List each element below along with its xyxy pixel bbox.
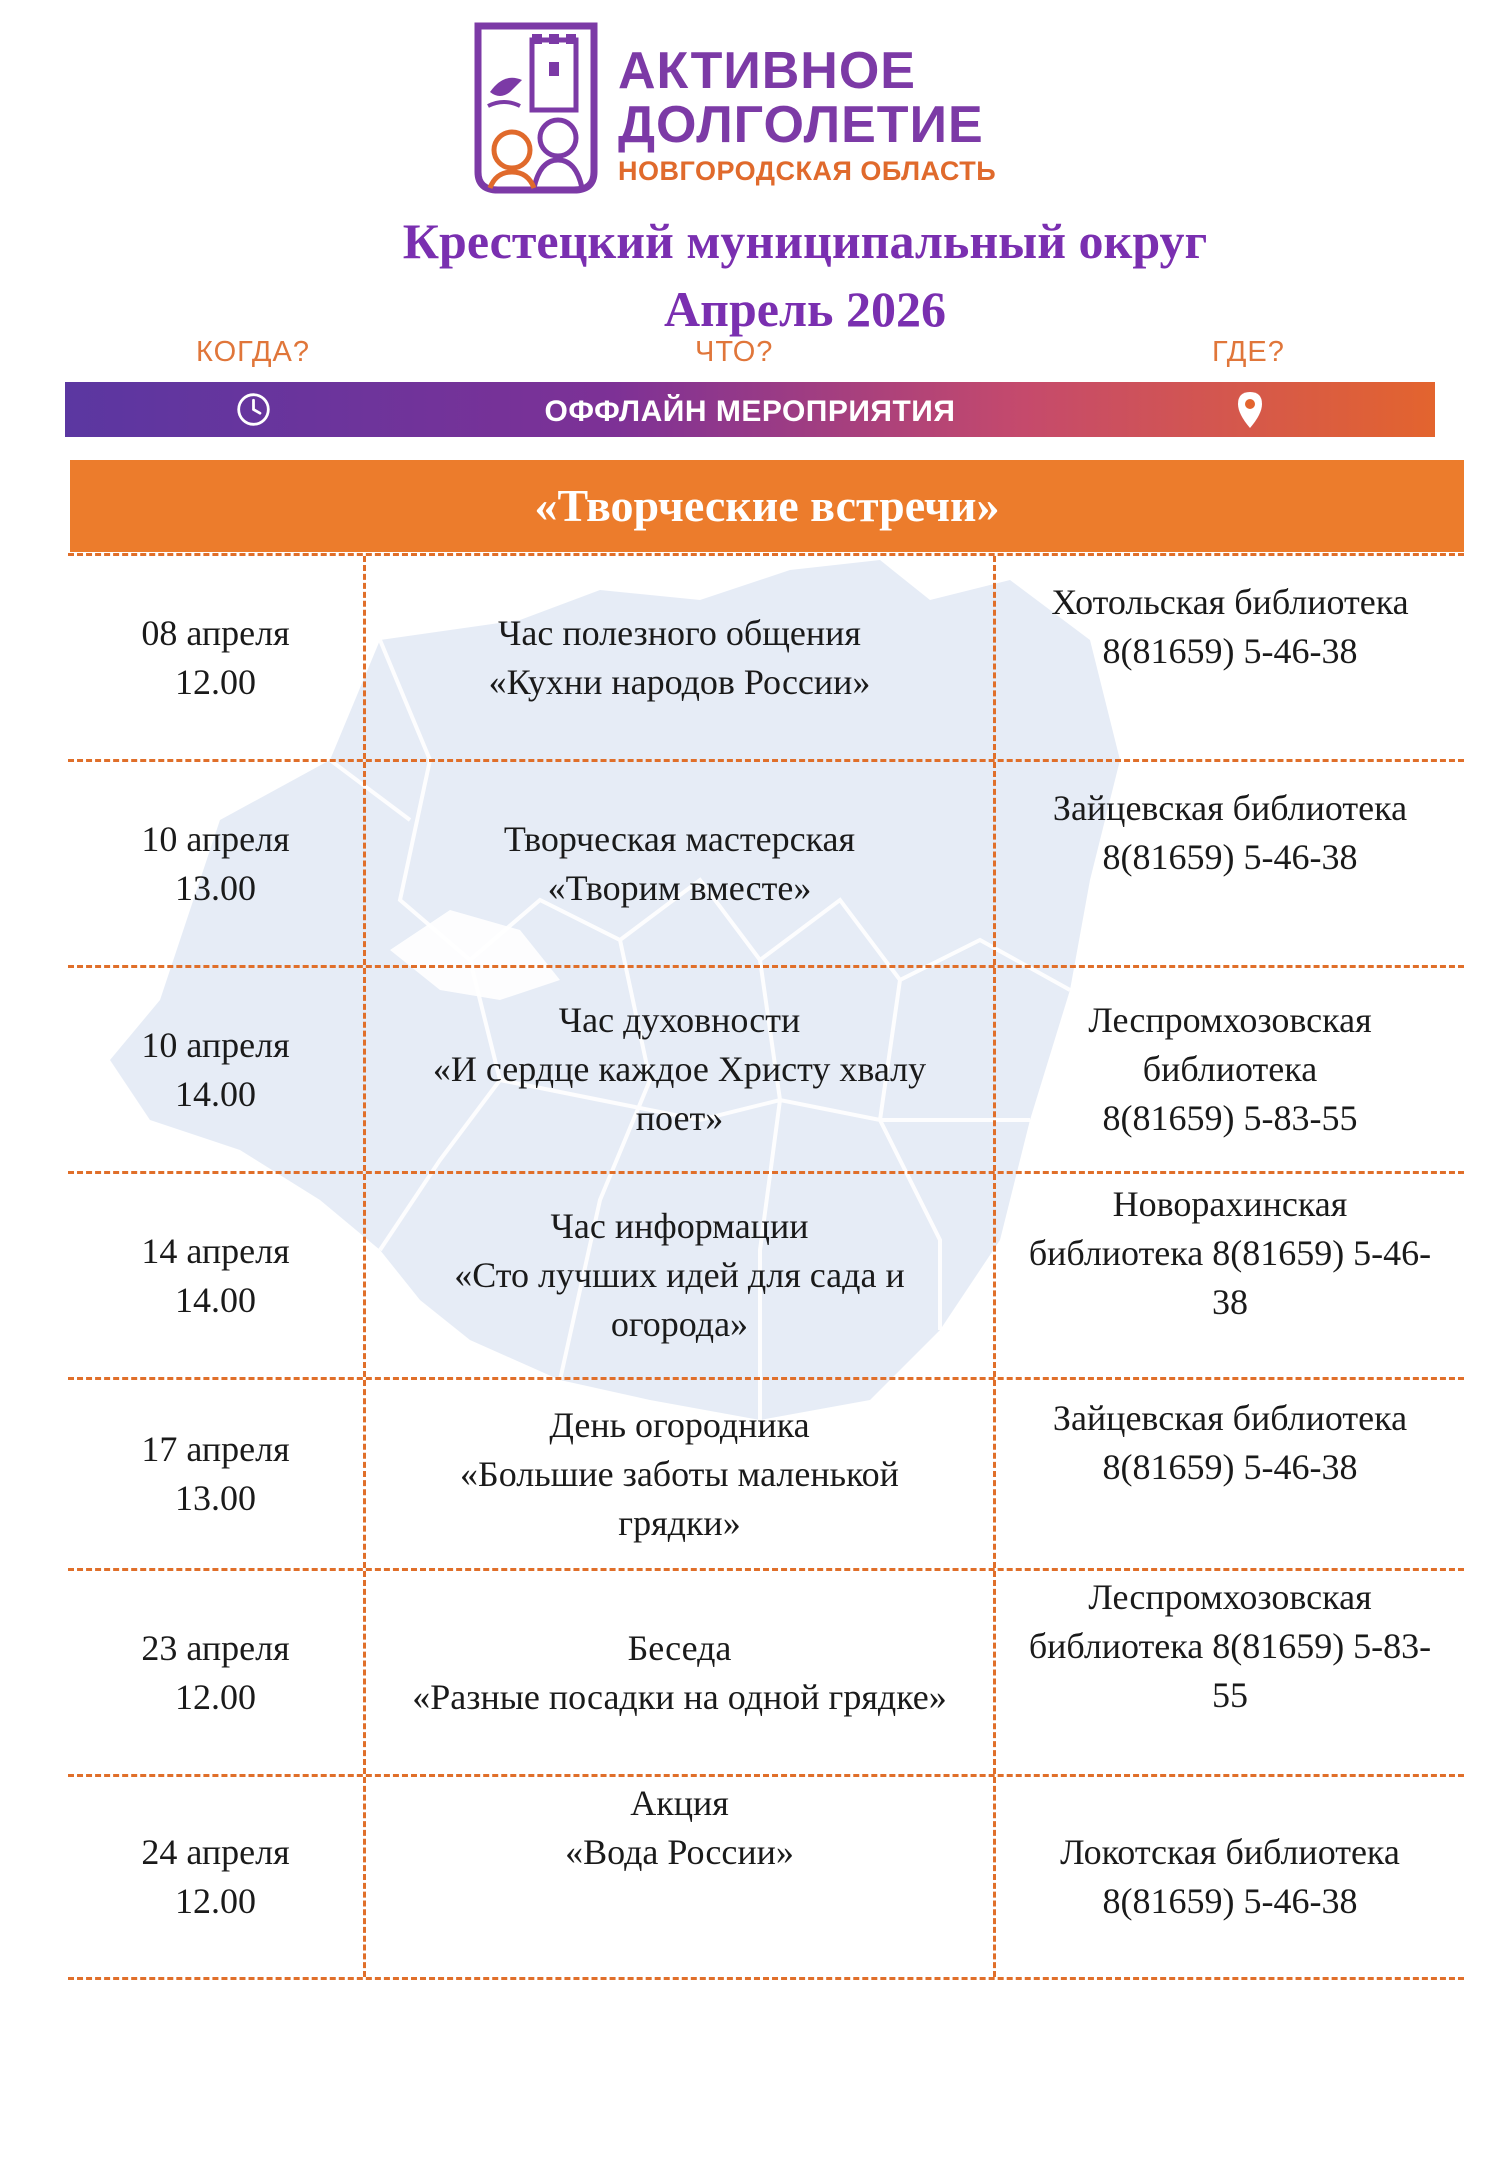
event-venue: Леспромхозовская: [1088, 1000, 1372, 1040]
event-date: 08 апреля: [141, 612, 290, 653]
event-time: 14.00: [175, 1279, 256, 1320]
location-pin-icon: [1235, 390, 1265, 430]
event-phone: 8(81659) 5-46-38: [1102, 1447, 1358, 1487]
event-time: 13.00: [175, 867, 256, 908]
event-date: 24 апреля: [141, 1832, 290, 1872]
event-title-cont: огорода»: [610, 1304, 749, 1344]
event-when: [68, 1777, 366, 1977]
event-phone: 8(81659) 5-46-38: [1102, 1881, 1358, 1921]
event-title: «Творим вместе»: [547, 867, 812, 908]
table-row: [68, 762, 1464, 968]
event-title: «Разные посадки на одной грядке»: [412, 1676, 947, 1717]
event-when: [68, 1571, 366, 1774]
event-venue-cont: библиотека 8(81659) 5-83-: [1028, 1626, 1432, 1666]
event-when: [68, 1380, 366, 1568]
event-time: 12.00: [175, 1676, 256, 1717]
event-title: «И сердце каждое Христу хвалу: [432, 1049, 927, 1089]
event-time: 12.00: [175, 661, 256, 702]
logo-line-2: ДОЛГОЛЕТИЕ: [618, 96, 984, 154]
event-where: [996, 762, 1464, 965]
event-where: [996, 1380, 1464, 1568]
event-venue: Новорахинская: [1112, 1184, 1348, 1224]
event-phone: 8(81659) 5-46-38: [1102, 837, 1358, 877]
event-date: 23 апреля: [141, 1627, 290, 1668]
event-what: [366, 1571, 996, 1774]
events-table: [68, 553, 1464, 1980]
table-row: [68, 556, 1464, 762]
label-when: КОГДА?: [196, 336, 310, 368]
offline-events-label: ОФФЛАЙН МЕРОПРИЯТИЯ: [544, 395, 956, 428]
event-time: 13.00: [175, 1478, 256, 1518]
event-type: Творческая мастерская: [503, 818, 856, 859]
event-what: [366, 762, 996, 965]
event-venue: Леспромхозовская: [1088, 1577, 1372, 1617]
page-title: Крестецкий муниципальный округ: [402, 213, 1208, 269]
event-venue-cont: библиотека 8(81659) 5-46-: [1028, 1233, 1432, 1273]
event-where: [996, 1571, 1464, 1774]
event-what: [366, 968, 996, 1171]
event-type: Час полезного общения: [498, 612, 861, 653]
event-time: 12.00: [175, 1881, 256, 1921]
logo-line-1: АКТИВНОЕ: [618, 42, 916, 100]
event-where: [996, 556, 1464, 759]
event-type: Беседа: [627, 1627, 732, 1668]
event-phone: 55: [1212, 1675, 1248, 1715]
event-when: [68, 968, 366, 1171]
event-when: [68, 762, 366, 965]
label-what: ЧТО?: [695, 336, 774, 368]
event-what: [366, 1777, 996, 1977]
table-row: [68, 1571, 1464, 1777]
event-type: Час духовности: [558, 1000, 801, 1040]
table-row: [68, 968, 1464, 1174]
logo: [470, 18, 1030, 198]
event-what: [366, 1380, 996, 1568]
event-venue: Хотольская библиотека: [1051, 582, 1409, 622]
event-what: [366, 1174, 996, 1377]
event-date: 10 апреля: [141, 1024, 290, 1065]
event-date: 17 апреля: [141, 1429, 290, 1469]
event-title-cont: грядки»: [618, 1502, 741, 1543]
active-longevity-logo-mark: [470, 22, 602, 194]
event-phone: 8(81659) 5-83-55: [1102, 1098, 1358, 1138]
event-when: [68, 556, 366, 759]
event-venue: Зайцевская библиотека: [1052, 788, 1408, 828]
table-row: [68, 1174, 1464, 1380]
table-row: [68, 1777, 1464, 1980]
event-venue: Локотская библиотека: [1060, 1832, 1400, 1872]
event-where: [996, 968, 1464, 1171]
event-when: [68, 1174, 366, 1377]
event-title-cont: поет»: [635, 1098, 724, 1138]
event-title: «Вода России»: [565, 1832, 794, 1872]
event-venue: Зайцевская библиотека: [1052, 1398, 1408, 1438]
event-date: 10 апреля: [141, 818, 290, 859]
event-type: День огородника: [549, 1404, 810, 1445]
page-subtitle: Апрель 2026: [664, 281, 946, 337]
event-where: [996, 1777, 1464, 1977]
section-title: «Творческие встречи»: [70, 460, 1464, 552]
event-date: 14 апреля: [141, 1230, 290, 1271]
event-type: Час информации: [550, 1206, 809, 1246]
event-venue-cont: библиотека: [1142, 1049, 1318, 1089]
logo-region: НОВГОРОДСКАЯ ОБЛАСТЬ: [618, 156, 997, 186]
label-where: ГДЕ?: [1212, 336, 1285, 368]
event-title: «Кухни народов России»: [488, 661, 871, 702]
event-time: 14.00: [175, 1073, 256, 1114]
event-title: «Большие заботы маленькой: [460, 1453, 899, 1494]
table-row: [68, 1380, 1464, 1571]
event-phone: 38: [1212, 1282, 1248, 1322]
event-title: «Сто лучших идей для сада и: [454, 1255, 905, 1295]
event-where: [996, 1174, 1464, 1377]
offline-events-bar: [65, 382, 1435, 437]
event-type: Акция: [630, 1783, 729, 1823]
event-phone: 8(81659) 5-46-38: [1102, 631, 1358, 671]
event-what: [366, 556, 996, 759]
